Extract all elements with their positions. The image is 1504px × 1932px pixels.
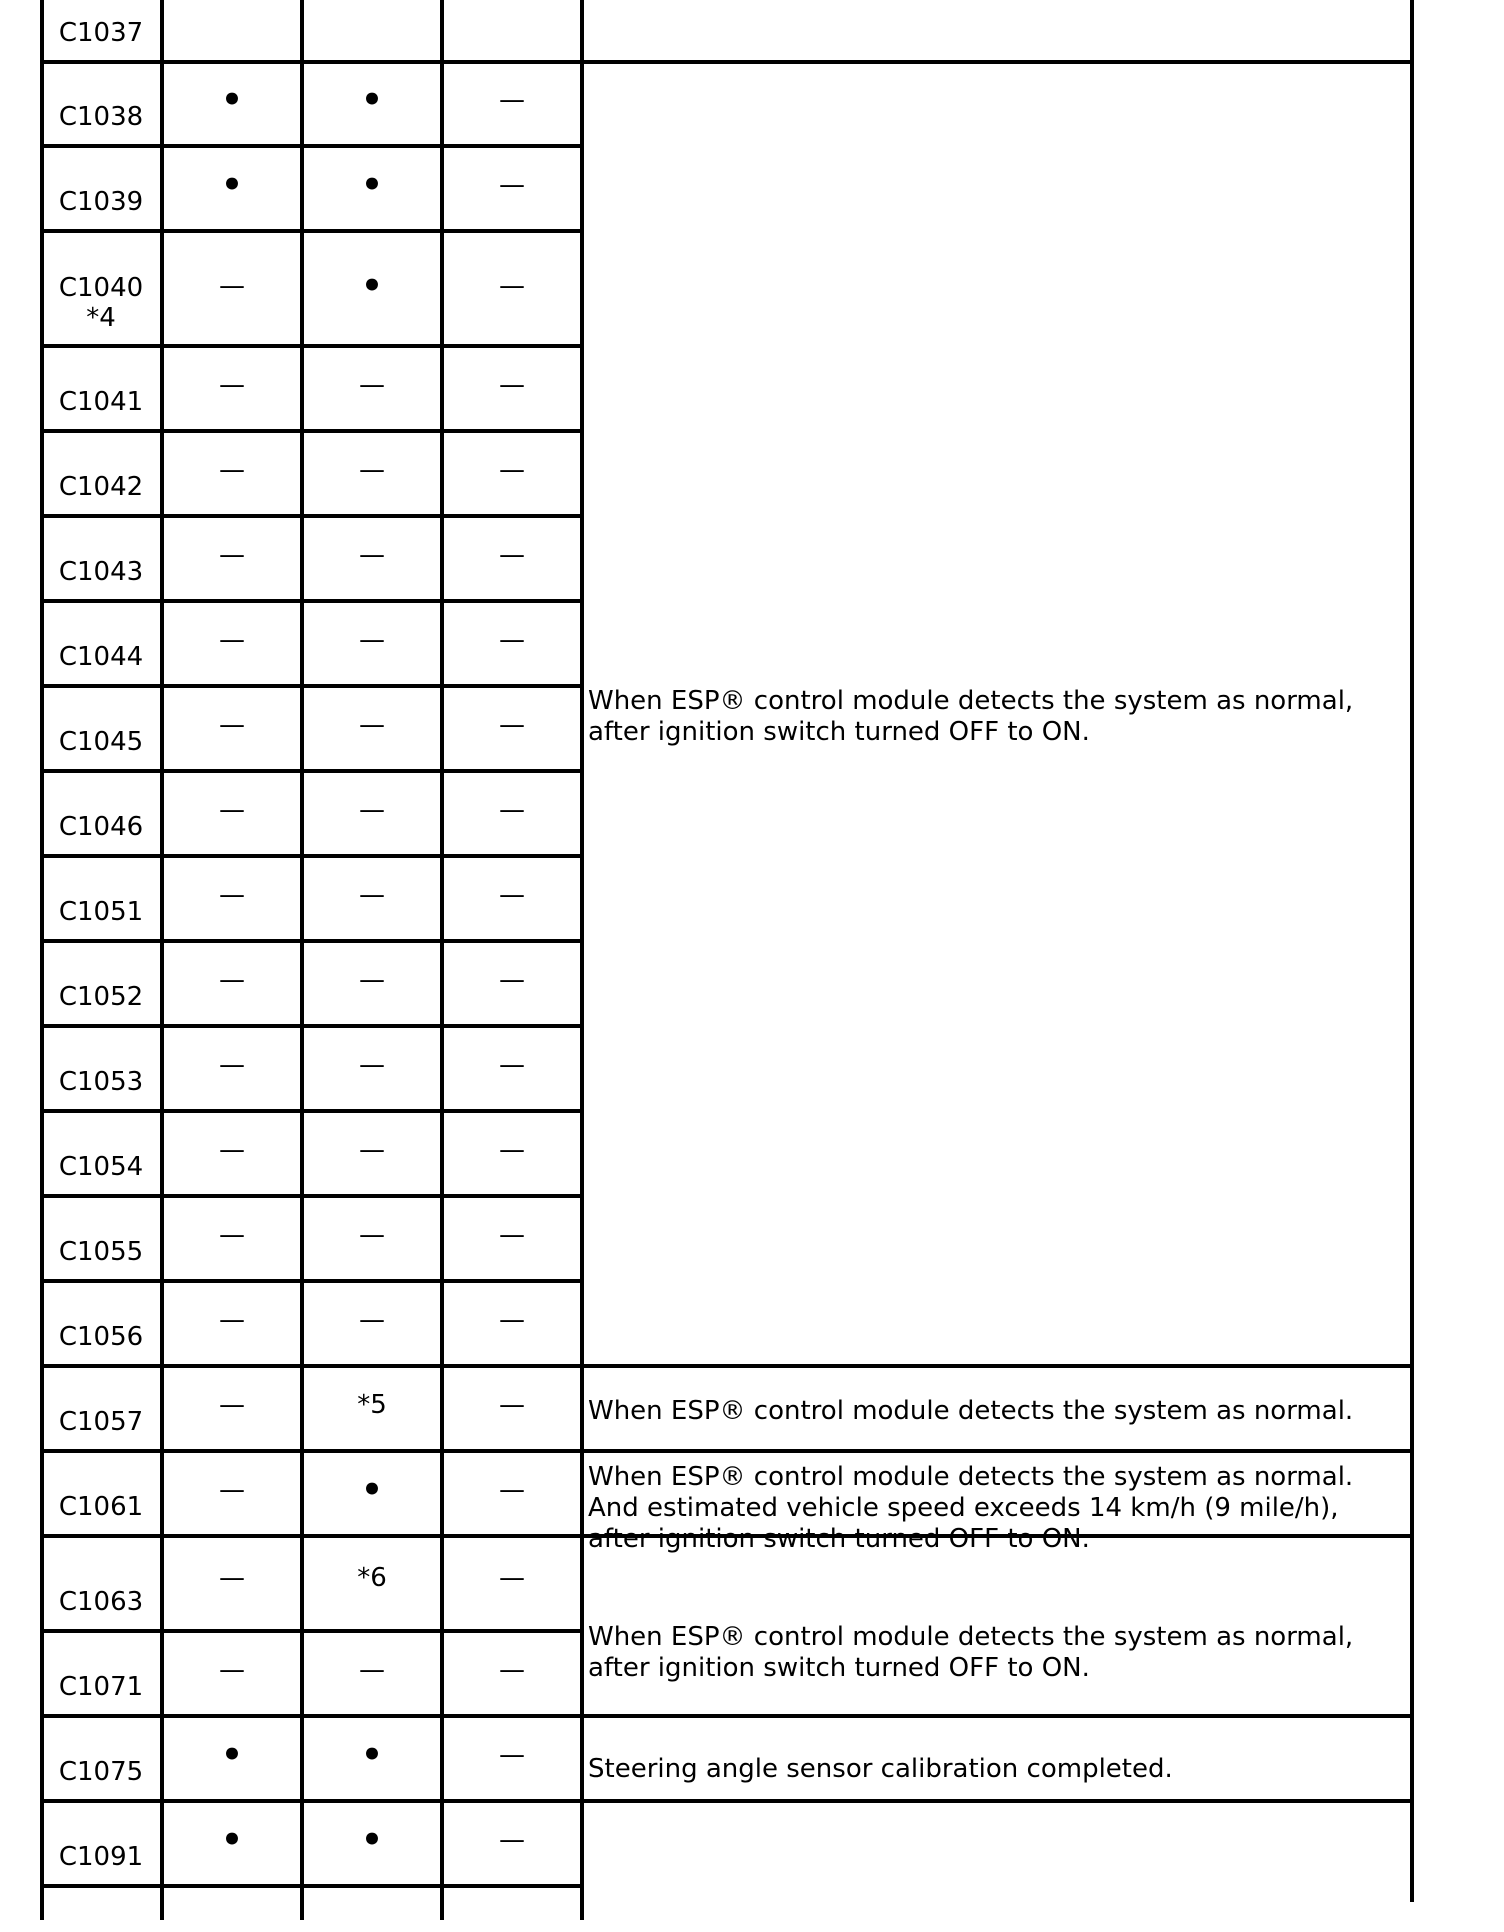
reset-condition-text: When ESP® control module detects the system as normal, after ignition switch turned OFF to ON. (588, 1622, 1354, 1683)
row-divider (40, 1109, 584, 1113)
row-divider (40, 1364, 584, 1368)
dtc-code: C1041 (58, 387, 144, 417)
indicator-c2: • (361, 1819, 383, 1860)
indicator-c1: — (219, 1474, 245, 1505)
dtc-code: C1071 (58, 1672, 144, 1702)
indicator-c1: — (219, 624, 245, 655)
row-divider (40, 1629, 584, 1633)
dtc-code: C1045 (58, 727, 144, 757)
indicator-c1: • (221, 80, 243, 121)
row-divider (40, 769, 584, 773)
dtc-code: C1038 (58, 102, 144, 132)
row-divider (40, 229, 584, 233)
condition-divider (580, 1714, 1414, 1718)
indicator-c1: — (219, 1304, 245, 1335)
indicator-c3: — (499, 1654, 525, 1685)
indicator-c2: — (359, 539, 385, 570)
row-divider (40, 514, 584, 518)
row-divider (40, 60, 584, 64)
indicator-c1: — (219, 454, 245, 485)
column-divider (1410, 0, 1414, 1902)
reset-condition-text: When ESP® control module detects the system as normal, after ignition switch turned OFF to ON. (588, 686, 1354, 747)
row-divider (40, 854, 584, 858)
indicator-c2: — (359, 1654, 385, 1685)
indicator-c1: — (219, 1562, 245, 1593)
indicator-c2: — (359, 1134, 385, 1165)
indicator-c3: — (499, 709, 525, 740)
row-divider (40, 939, 584, 943)
row-divider (40, 1884, 584, 1888)
indicator-c3: — (499, 1562, 525, 1593)
row-divider (40, 429, 584, 433)
indicator-c1: — (219, 1049, 245, 1080)
indicator-c2: • (361, 164, 383, 205)
indicator-c3: — (499, 454, 525, 485)
indicator-c2: • (361, 80, 383, 121)
indicator-c3: — (499, 879, 525, 910)
dtc-code: C1054 (58, 1152, 144, 1182)
indicator-c2: • (361, 1469, 383, 1510)
indicator-c3: — (499, 169, 525, 200)
indicator-c1: • (221, 1734, 243, 1775)
indicator-c2: — (359, 794, 385, 825)
indicator-c3: — (499, 85, 525, 116)
row-divider (40, 1449, 584, 1453)
dtc-code: C1040 *4 (58, 272, 144, 333)
indicator-c3: — (499, 1049, 525, 1080)
dtc-code: C1037 (58, 18, 144, 48)
indicator-c3: — (499, 1304, 525, 1335)
indicator-c2: — (359, 879, 385, 910)
indicator-c2: — (359, 369, 385, 400)
dtc-code: C1063 (58, 1587, 144, 1617)
indicator-c1: — (219, 1219, 245, 1250)
indicator-c1: — (219, 879, 245, 910)
indicator-c3: — (499, 1739, 525, 1770)
row-divider (40, 1194, 584, 1198)
indicator-c3: — (499, 1134, 525, 1165)
condition-divider (580, 60, 1414, 64)
row-divider (40, 1279, 584, 1283)
indicator-c1: — (219, 1654, 245, 1685)
indicator-c1: • (221, 1819, 243, 1860)
indicator-c3: — (499, 1474, 525, 1505)
dtc-code: C1075 (58, 1757, 144, 1787)
condition-divider (580, 1799, 1414, 1803)
dtc-code: C1042 (58, 472, 144, 502)
dtc-code: C1043 (58, 557, 144, 587)
reset-condition-text: Steering angle sensor calibration completed. (588, 1754, 1173, 1784)
row-divider (40, 1024, 584, 1028)
reset-condition-text: When ESP® control module detects the system as normal. (588, 1396, 1354, 1426)
row-divider (40, 344, 584, 348)
indicator-c3: — (499, 964, 525, 995)
dtc-code: C1091 (58, 1842, 144, 1872)
indicator-c3: — (499, 1389, 525, 1420)
indicator-c2: — (359, 1049, 385, 1080)
indicator-c2: — (359, 709, 385, 740)
dtc-code: C1061 (58, 1492, 144, 1522)
indicator-c1: — (219, 794, 245, 825)
dtc-code: C1044 (58, 642, 144, 672)
row-divider (40, 599, 584, 603)
indicator-c3: — (499, 369, 525, 400)
dtc-code: C1051 (58, 897, 144, 927)
row-divider (40, 144, 584, 148)
indicator-c1: • (221, 164, 243, 205)
indicator-c2: • (361, 1734, 383, 1775)
row-divider (40, 1714, 584, 1718)
indicator-c3: — (499, 270, 525, 301)
condition-divider (580, 1364, 1414, 1368)
dtc-code: C1039 (58, 187, 144, 217)
indicator-c2: *6 (357, 1562, 387, 1593)
dtc-code: C1046 (58, 812, 144, 842)
indicator-c1: — (219, 270, 245, 301)
indicator-c2: — (359, 964, 385, 995)
indicator-c3: — (499, 1824, 525, 1855)
dtc-code: C1053 (58, 1067, 144, 1097)
dtc-code: C1056 (58, 1322, 144, 1352)
dtc-code: C1055 (58, 1237, 144, 1267)
row-divider (40, 1799, 584, 1803)
indicator-c2: — (359, 1304, 385, 1335)
row-divider (40, 684, 584, 688)
dtc-code: C1057 (58, 1407, 144, 1437)
indicator-c1: — (219, 1389, 245, 1420)
indicator-c1: — (219, 369, 245, 400)
indicator-c3: — (499, 1219, 525, 1250)
indicator-c3: — (499, 539, 525, 570)
indicator-c2: • (361, 265, 383, 306)
indicator-c2: — (359, 454, 385, 485)
indicator-c3: — (499, 624, 525, 655)
reset-condition-text: When ESP® control module detects the system as normal. And estimated vehicle speed exceeds 14 km/h (9 mile/h), after ignition switch turned OFF to ON. (588, 1462, 1354, 1554)
indicator-c2: — (359, 624, 385, 655)
dtc-code: C1052 (58, 982, 144, 1012)
indicator-c1: — (219, 1134, 245, 1165)
indicator-c2: — (359, 1219, 385, 1250)
indicator-c2: *5 (357, 1389, 387, 1420)
indicator-c3: — (499, 794, 525, 825)
indicator-c1: — (219, 709, 245, 740)
condition-divider (580, 1449, 1414, 1453)
indicator-c1: — (219, 539, 245, 570)
row-divider (40, 1534, 584, 1538)
indicator-c1: — (219, 964, 245, 995)
